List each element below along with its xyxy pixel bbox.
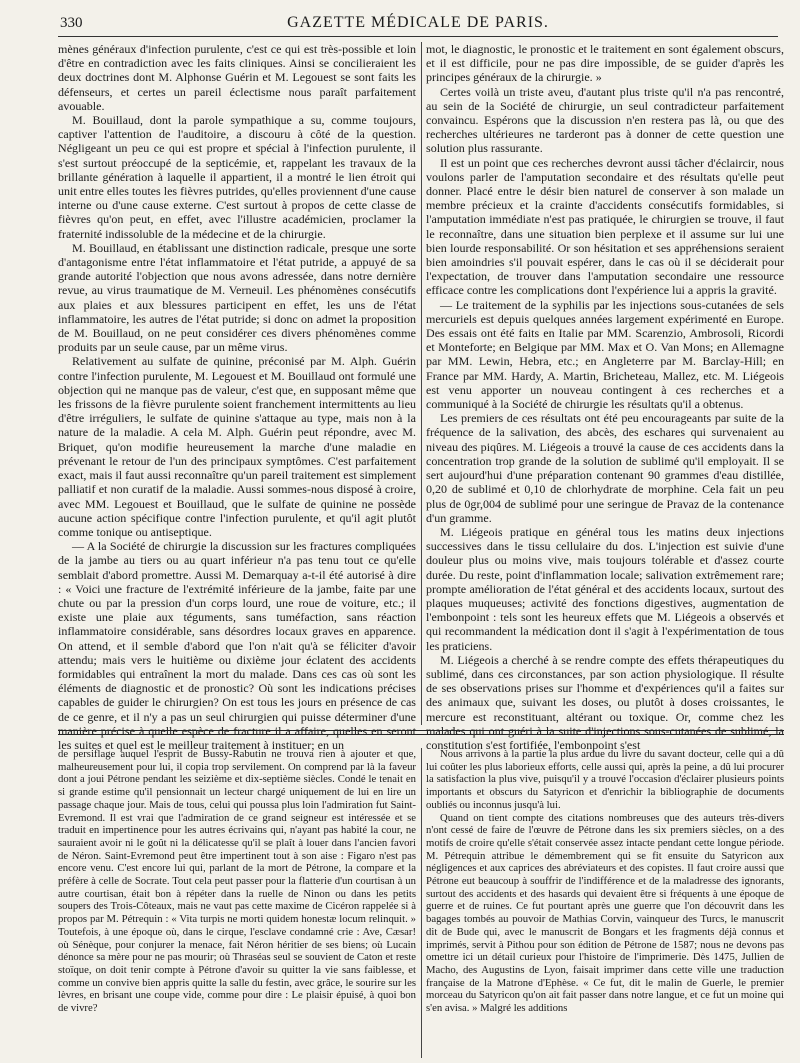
paragraph: M. Liégeois pratique en général tous les matins deux injections successives dans le tissu cellulaire du dos. L'injection est suivie d'une douleur plus ou moins vive, mais toujours tolérable et d'assez courte durée. Du reste, point d'inflammation locale; salivation extrêmement rare; prompte amélioration de l'état général et des accidents locaux, surtout des plaques muqueuses; activité des fonctions digestives, augmentation de l'embonpoint : tels sont les heureux effets que M. Liégeois a observés et qui recommandent la médication dont il s'agit à l'expérimentation de tous les praticiens.	[426, 524, 784, 653]
paragraph: — Le traitement de la syphilis par les injections sous-cutanées de sels mercuriels est depuis quelques années largement expérimenté en Europe. Des essais ont été faits en Italie par MM. Scarenzio, Ambrosoli, Ricordi et Monteforte; en Belgique par MM. Max et O. Van Mons; en Allemagne par MM. Lewin, Hebra, etc.; en Angleterre par M. Barclay-Hill; en France par MM. Hardy, A. Martin, Bricheteau, Mallez, etc. M. Liégeois est venu apporter un nouveau contingent à ces recherches et a communiqué à la Société de chirurgie les résultats qu'il a obtenus.	[426, 297, 784, 412]
journal-title: GAZETTE MÉDICALE DE PARIS.	[287, 14, 549, 31]
column-top-left	[58, 42, 416, 752]
paragraph: M. Bouillaud, en établissant une distinction radicale, presque une sorte d'antagonisme entre l'état inflammatoire et l'état putride, a appuyé de sa grande autorité l'objection que nous avons adressée, dans notre dernière revue, au virus traumatique de M. Verneuil. Les phénomènes consécutifs aux plaies et aux blessures participent en effet, les uns de l'état inflammatoire, les autres de l'état putride; si donc on admet la proposition de M. Bouillaud, on ne peut considérer ces divers phénomènes comme produits par un seule cause, par un même virus.	[58, 240, 416, 355]
column-bottom-left	[58, 748, 416, 1058]
column-bottom-right	[426, 748, 784, 1058]
paragraph: Il est un point que ces recherches devront aussi tâcher d'éclaircir, nous voulons parler de l'amputation secondaire et des résultats qu'elle peut donner. Placé entre le désir bien naturel de conserver à son malade un membre précieux et la crainte d'accidents consécutifs formidables, si l'amputation immédiate n'est pas pratiquée, le chirurgien se trouve, il faut le reconnaître, dans une situation bien perplexe et il assume sur lui une bien lourde responsabilité. Or son hésitation et ses appréhensions seraient bien amoindries s'il pouvait espérer, dans le cas où il se déciderait pour l'expectation, de trouver dans l'amputation secondaire une ressource efficace contre les complications dont l'expérience lui a appris la gravité.	[426, 155, 784, 298]
paragraph: — A la Société de chirurgie la discussion sur les fractures compliquées de la jambe au tiers ou au quart inférieur n'a pas tenu tout ce qu'elle semblait d'abord promettre. Aussi M. Demarquay a-t-il été autorisé à dire : « Voici une fracture de l'extrémité inférieure de la jambe, faite par une chute ou par la pression d'un corps lourd, une roue de voiture, etc.; il existe une plaie aux téguments, sans tuméfaction, sans réaction inflammatoire considérable, sans désordres locaux graves en apparence. On attend, et il semble d'abord que l'on n'ait qu'à se féliciter d'avoir attendu; mais vers le huitième ou dixième jour éclatent des accidents formidables qui entraînent la mort du malade. Dans ces cas où sont les éléments de diagnostic et de pronostic? Où sont les indications précises capables de guider le chirurgien? On est tous les jours en présence de cas de ce genre, et il n'y a pas un seul chirurgien qui puisse déterminer d'une manière précise à quelle espèce de fracture il a affaire, quelles en seront les suites et quel est le meilleur traitement à instituer; en un	[58, 539, 416, 752]
paragraph: mènes généraux d'infection purulente, c'est ce qui est très-possible et loin d'être en contradiction avec les faits cliniques. Ainsi se concilieraient les deux doctrines dont M. Alphonse Guérin et M. Legouest se sont faits les défenseurs, et certes un pareil éclectisme nous paraît parfaitement avouable.	[58, 42, 416, 113]
paragraph: Relativement au sulfate de quinine, préconisé par M. Alph. Guérin contre l'infection purulente, M. Legouest et M. Bouillaud ont formulé une objection qui ne manque pas de valeur, c'est que, en supposant même que les frissons de la fièvre purulente soient franchement intermittents au lieu d'être irréguliers, le sulfate de quinine s'attaque au type, mais non à la nature de la maladie. A cela M. Alph. Guérin peut répondre, avec M. Briquet, qu'on modifie heureusement la marche d'une maladie en prévenant le retour de l'un des principaux symptômes. C'est parfaitement exact, mais il faut aussi reconnaître qu'un pareil traitement est simplement palliatif et non curatif de la maladie. Aussi sommes-nous disposé à croire, avec MM. Legouest et Bouillaud, que le sulfate de quinine ne possède aucune action spécifique contre l'infection purulente, et qu'il agit plutôt comme tonique ou antiseptique.	[58, 354, 416, 539]
column-top-right	[426, 42, 784, 752]
paragraph: M. Bouillaud, dont la parole sympathique a su, comme toujours, captiver l'attention de l'auditoire, a discouru à côté de la question. Négligeant un peu ce qui est propre et spécial à l'infection purulente, il s'est surtout préoccupé de la septicémie, et, rappelant les travaux de la brillante génération à laquelle il appartient, il a montré le lien étroit qui unit entre elles toutes les fièvres putrides, qu'elles proviennent d'une cause interne ou d'une cause externe. C'est surtout à propos de cette classe de fièvres qu'on peut, en effet, avec l'illustre académicien, proclamer la fraternité indissoluble de la médecine et de la chirurgie.	[58, 113, 416, 241]
paragraph: M. Liégeois a cherché à se rendre compte des effets thérapeutiques du sublimé, dans ces circonstances, par son action physiologique. Il résulte de ses observations prises sur l'homme et d'expériences qu'il a faites sur des animaux que, suivant les doses, ou plutôt à doses croissantes, le mercure est reconstituant, altérant ou toxique. Or, comme chez les malades qui ont guéri à la suite d'injections sous-cutanées de sublimé, la constitution s'est fortifiée, l'embonpoint s'est	[426, 652, 784, 752]
column-divider-bottom	[421, 748, 422, 1058]
page-header	[58, 12, 778, 37]
paragraph: Les premiers de ces résultats ont été peu encourageants par suite de la fréquence de la salivation, des abcès, des eschares qui survenaient au niveau des piqûres. M. Liégeois a trouvé la cause de ces accidents dans la concentration trop grande de la solution de sublimé qu'il employait. Il se sert aujourd'hui d'une préparation contenant 90 grammes d'eau distillée, 0,20 de sublimé et 0,10 de chlorhydrate de morphine. Cela fait un peu plus de 0gr,004 de sublimé pour une seringue de Pravaz de la contenance d'un gramme.	[426, 411, 784, 525]
paragraph: Certes voilà un triste aveu, d'autant plus triste qu'il n'a pas rencontré, au sein de la Société de chirurgie, un seul contradicteur parfaitement convaincu. Espérons que la discussion n'en restera pas là, ou que des recherches ultérieures ne tarderont pas à donner de cette question une solution plus rassurante.	[426, 84, 784, 156]
column-divider-top	[421, 42, 422, 725]
feuilleton-rule-double	[58, 734, 784, 735]
paragraph: Nous arrivons à la partie la plus ardue du livre du savant docteur, celle qui a dû lui coûter les plus laborieux efforts, celle aussi qui, après la peine, a dû lui procurer la satisfaction la plus vive, puisqu'il y a trouvé l'occasion d'éclairer plusieurs points importants et obscurs du Satyricon et d'enrichir la bibliographie de documents oubliés ou inconnus jusqu'à lui.	[426, 748, 784, 811]
paragraph: mot, le diagnostic, le pronostic et le traitement en sont également obscurs, et il est difficile, pour ne pas dire impossible, de se guider d'après les principes généraux de la chirurgie. »	[426, 42, 784, 85]
page-number: 330	[60, 15, 83, 31]
paragraph: Quand on tient compte des citations nombreuses que des auteurs très-divers n'ont cessé de faire de l'œuvre de Pétrone dans les six premiers siècles, on a des motifs de croire qu'elle s'était conservée assez intacte pendant cette longue période. M. Pétrequin attribue le démembrement qui se fit ensuite du Satyricon aux négligences et aux caprices des abréviateurs et des copistes. Il faut croire aussi que Pétrone eut beaucoup à souffrir de l'indifférence et de la maladresse des ignorants, surtout des accidents et des hasards qui devaient être si fréquents à une époque de guerre et de ruines. Ce fut pourtant après une guerre que l'on découvrit dans les bagages tombés au pouvoir de Mathias Corvin, vainqueur des Turcs, le manuscrit dit de Bude qui, avec le manuscrit de Bongars et les fragments déjà connus et imprimés, servit à Pithou pour son édition de Pétrone de 1587; nous ne devons pas omettre ici un détail curieux pour l'histoire de l'imprimerie. Dès 1475, Jullien de Macho, des Augustins de Lyon, faisait imprimer dans cette ville une traduction française de la Matrone d'Ephèse. « Ce fut, dit le malin de Guerle, le premier morceau du Satyricon qu'on ait fait passer dans notre langue, et ce fut un moine qui s'en avisa. » Malgré les additions	[426, 811, 784, 1015]
feuilleton-rule	[58, 730, 784, 731]
paragraph: de persiflage auquel l'esprit de Bussy-Rabutin ne trouva rien à ajouter et que, malheureusement pour lui, il copia trop servilement. On comprend par là la faveur dont a joui Pétrone pendant les seizième et dix-septième siècles. Condé le tenait en si grande estime qu'il pensionnait un lecteur chargé uniquement de lui en lire un passage chaque jour. Mais de tous, celui qui poussa plus loin l'admiration fut Saint-Evremond. Il est vrai que l'admiration de ce grand seigneur est intéressée et se traduit en impertinence pour les autres écrivains qui, n'ayant pas habité la cour, ne sauraient avoir ni le goût ni la délicatesse qu'il se plaît à louer dans l'ancien favori de Néron. Saint-Evremond peut être impertinent tout à son aise : Figaro n'est pas encore venu. C'est encore lui qui, parlant de la mort de Pétrone, la compare et la préfère à celle de Socrate. Tout cela peut passer pour la flatterie d'un courtisan à un autre courtisan, était bon à répéter dans la ruelle de Ninon ou dans les petits soupers des Trois-Côteaux, mais ne vaut pas cette maxime de Cicéron rappelée si à propos par M. Pétrequin : « Vita turpis ne morti quidem honestæ locum relinquit. » Toutefois, à une époque où, dans le cirque, l'esclave condamné crie : Ave, Cæsar! où Sénèque, pour conjurer la menace, fait Néron héritier de ses biens; où Lucain dénonce sa mère pour ne pas mourir; où Thraséas seul se souvient de Caton et reste stoïque, on doit tenir compte à Pétrone d'avoir su quitter la vie sans faiblesse, et comme un convive bien appris quitte la salle du festin, avec grâce, le sourire sur les lèvres, en brisant une coupe vide, comme pour dire : Le plaisir épuisé, à quoi bon de vivre?	[58, 748, 416, 1015]
